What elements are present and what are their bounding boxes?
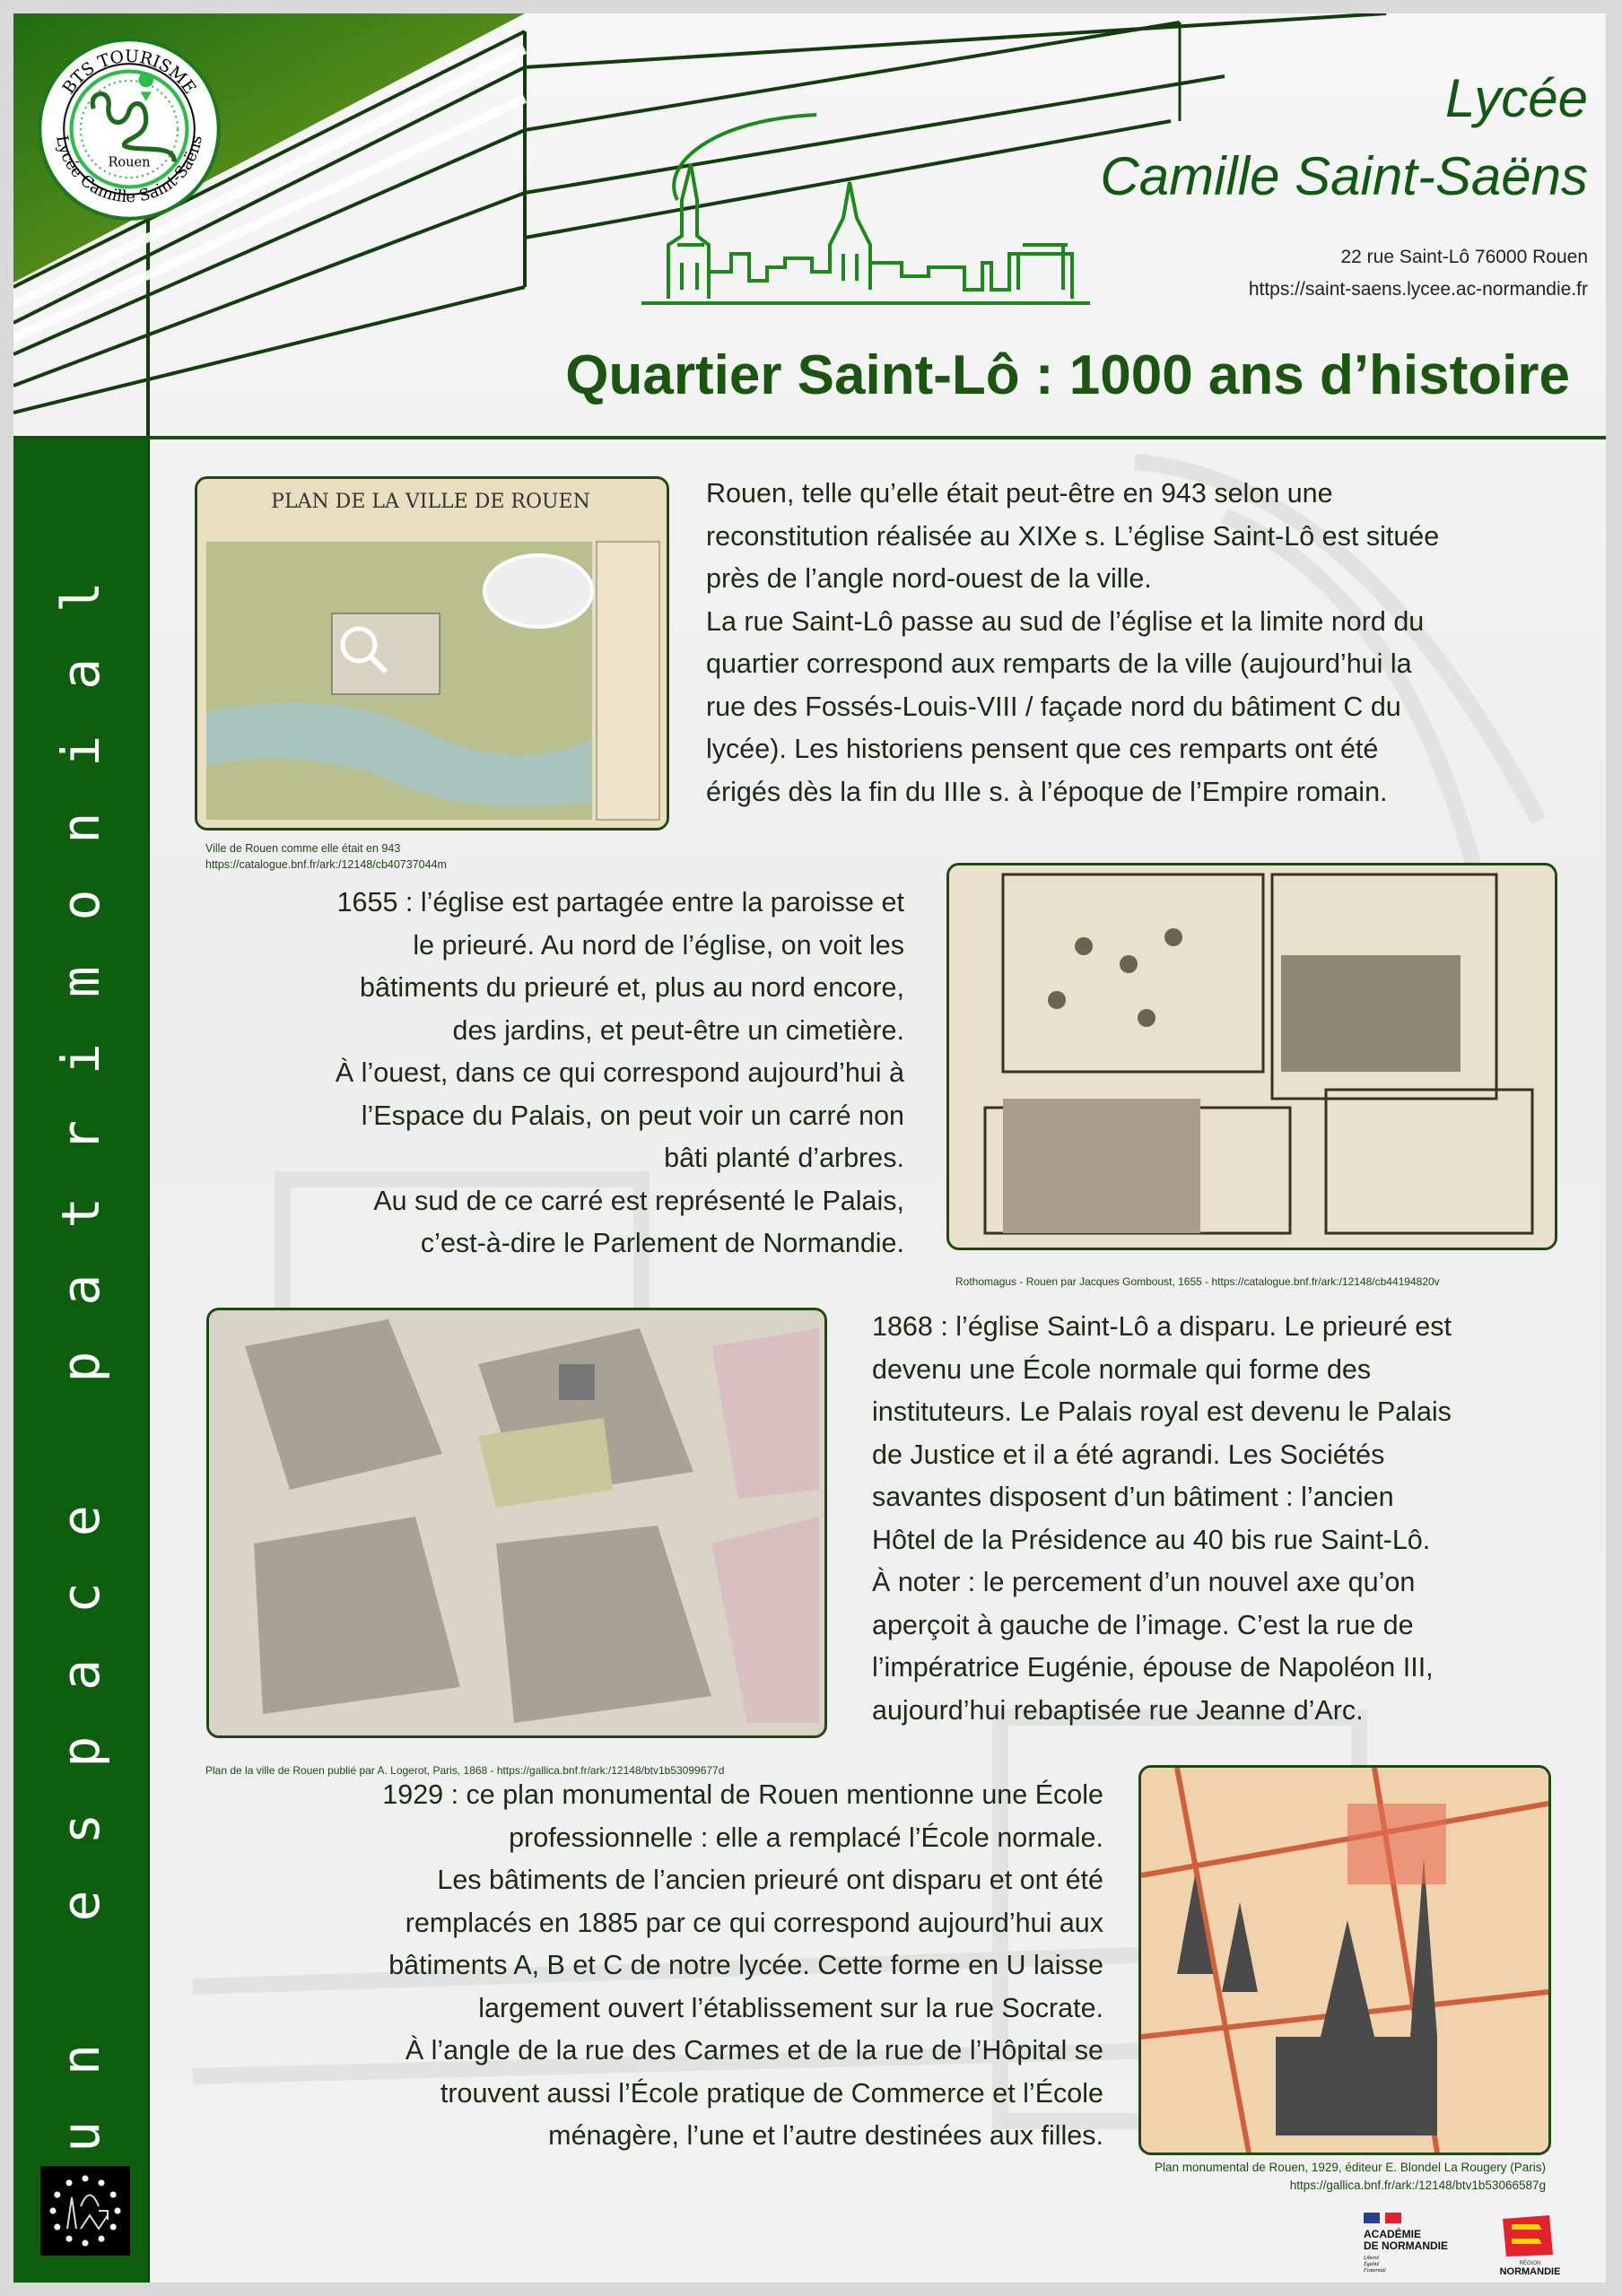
star-icon (54, 2192, 60, 2198)
text-line: Rouen, telle qu’elle était peut-être en 943 selon une (706, 478, 1333, 509)
text-line: professionnelle : elle a remplacé l’École normale. (509, 1822, 1103, 1853)
star-icon (83, 2176, 89, 2182)
school-website-link[interactable]: https://saint-saens.lycee.ac-normandie.fr (1248, 279, 1588, 300)
text-line: l’impératrice Eugénie, épouse de Napoléon III, (872, 1652, 1434, 1683)
caption-943 (205, 840, 447, 873)
logo-top-text: BTS TOURISME (59, 47, 199, 98)
text-line: largement ouvert l’établissement sur la rue Socrate. (478, 1992, 1103, 2023)
star-icon (99, 2179, 105, 2186)
school-name-line2: Camille Saint-Saëns (1100, 146, 1588, 206)
text-line: trouvent aussi l’École pratique de Commerce et l’École (440, 2077, 1103, 2109)
text-line: À noter : le percement d’un nouvel axe qu’on (872, 1567, 1416, 1597)
school-address: 22 rue Saint-Lô 76000 Rouen (1340, 247, 1588, 267)
text-line: Les bâtiments de l’ancien prieuré ont disparu et ont été (437, 1865, 1103, 1895)
caption-1929 (1155, 2159, 1546, 2195)
normandy-leopards-flag-icon (1503, 2215, 1553, 2257)
star-icon (99, 2236, 105, 2242)
map-image-943[interactable] (195, 476, 669, 831)
text-line: l’Espace du Palais, on peut voir un carré non (361, 1100, 904, 1131)
caption-1655 (955, 1274, 1440, 1290)
text-line: quartier correspond aux remparts de la ville (aujourd’hui la (706, 648, 1412, 679)
bts-tourisme-logo (36, 36, 222, 222)
rouen-skyline-icon (641, 110, 1094, 326)
paragraph-1868 (872, 1306, 1452, 1732)
text-line: instituteurs. Le Palais royal est devenu le Palais (872, 1396, 1452, 1427)
star-icon (115, 2208, 121, 2214)
region-normandie-logo (1492, 2215, 1568, 2277)
map-image-1929[interactable] (1138, 1765, 1551, 2155)
sidebar-vertical-text: u n e s p a c e p a t r i m o n i a l (50, 574, 111, 2152)
text-line: rue des Fossés-Louis-VIII / façade nord du bâtiment C du (706, 691, 1401, 722)
region-big-text: NORMANDIE (1499, 2266, 1561, 2277)
european-heritage-stars-icon (40, 2166, 130, 2256)
caption-link[interactable]: https://gallica.bnf.fr/ark:/12148/btv1b53066587g (1289, 2179, 1546, 2192)
marianne-flag-icon (1364, 2213, 1471, 2223)
school-name-line1: Lycée (1444, 68, 1588, 128)
text-line: 1929 : ce plan monumental de Rouen mentionne une École (382, 1779, 1103, 1810)
text-line: de Justice et il a été agrandi. Les Sociétés (872, 1439, 1385, 1470)
caption-link[interactable]: https://catalogue.bnf.fr/ark:/12148/cb40737044m (205, 858, 447, 871)
paragraph-1655 (336, 882, 904, 1265)
text-line: bâti planté d’arbres. (664, 1143, 904, 1173)
caption-text: Rothomagus - Rouen par Jacques Gomboust, 1655 - https://catalogue.bnf.fr/ark:/12148/cb44194820v (955, 1275, 1440, 1288)
motto-line: Liberté (1364, 2256, 1380, 2261)
text-line: le prieuré. Au nord de l’église, on voit les (413, 929, 904, 961)
star-icon (66, 2236, 73, 2242)
academie-text-2: DE NORMANDIE (1364, 2239, 1449, 2252)
star-icon (50, 2208, 57, 2214)
caption-text: Plan monumental de Rouen, 1929, éditeur E. Blondel La Rougery (Paris) (1154, 2161, 1546, 2174)
logo-bottom-text: Lycée Camille Saint-Saëns (52, 134, 206, 207)
text-line: savantes disposent d’un bâtiment : l’ancien (872, 1482, 1394, 1512)
region-small-text: RÉGION (1519, 2261, 1541, 2266)
star-icon (110, 2224, 117, 2231)
caption-text: Plan de la ville de Rouen publié par A. Logerot, Paris, 1868 - https://gallica.bnf.fr/ark:/12148/btv1b53099677d (205, 1764, 725, 1777)
caption-text: Ville de Rouen comme elle était en 943 (205, 842, 401, 855)
text-line: lycée). Les historiens pensent que ces remparts ont été (706, 734, 1379, 764)
star-icon (66, 2179, 73, 2186)
map-image-1655[interactable] (946, 863, 1557, 1250)
poster (13, 13, 1606, 2283)
text-line: c’est-à-dire le Parlement de Normandie. (420, 1228, 904, 1258)
academie-normandie-logo (1364, 2213, 1471, 2274)
star-icon (83, 2240, 89, 2247)
logo-city: Rouen (108, 154, 151, 170)
map-title-text: PLAN DE LA VILLE DE ROUEN (271, 491, 590, 513)
text-line: bâtiments du prieuré et, plus au nord encore, (360, 972, 904, 1003)
paragraph-1929 (382, 1774, 1103, 2158)
text-line: 1655 : l’église est partagée entre la paroisse et (336, 887, 904, 918)
map-image-1868[interactable] (206, 1308, 827, 1738)
text-line: ménagère, l’une et l’autre destinées aux filles. (548, 2120, 1103, 2151)
text-line: 1868 : l’église Saint-Lô a disparu. Le prieuré est (872, 1311, 1452, 1342)
text-line: des jardins, et peut-être un cimetière. (452, 1014, 904, 1046)
star-icon (54, 2224, 60, 2231)
motto-line: Égalité (1364, 2262, 1380, 2267)
header-divider (13, 436, 1606, 439)
sidebar (13, 439, 150, 2283)
text-line: bâtiments A, B et C de notre lycée. Cette forme en U laisse (388, 1950, 1103, 1980)
academie-text: ACADÉMIE (1364, 2228, 1422, 2240)
text-line: remplacés en 1885 par ce qui correspond aujourd’hui aux (405, 1907, 1103, 1938)
star-icon (110, 2192, 117, 2198)
text-line: aperçoit à gauche de l’image. C’est la rue de (872, 1609, 1414, 1640)
text-line: Hôtel de la Présidence au 40 bis rue Saint-Lô. (872, 1524, 1431, 1555)
text-line: À l’angle de la rue des Carmes et de la rue de l’Hôpital se (405, 2035, 1103, 2066)
page-title: Quartier Saint-Lô : 1000 ans d’histoire (565, 344, 1570, 406)
text-line: reconstitution réalisée au XIXe s. L’église Saint-Lô est située (706, 520, 1440, 552)
text-line: La rue Saint-Lô passe au sud de l’église et la limite nord du (706, 605, 1425, 637)
paragraph-943 (706, 473, 1439, 813)
motto-line: Fraternité (1364, 2268, 1386, 2274)
text-line: À l’ouest, dans ce qui correspond aujourd’hui à (335, 1057, 904, 1088)
text-line: devenu une École normale qui forme des (872, 1353, 1372, 1385)
text-line: près de l’angle nord-ouest de la ville. (706, 563, 1152, 594)
text-line: Au sud de ce carré est représenté le Palais, (373, 1185, 904, 1216)
text-line: aujourd’hui rebaptisée rue Jeanne d’Arc. (872, 1694, 1364, 1726)
text-line: érigés dès la fin du IIIe s. à l’époque de l’Empire romain. (706, 776, 1388, 807)
